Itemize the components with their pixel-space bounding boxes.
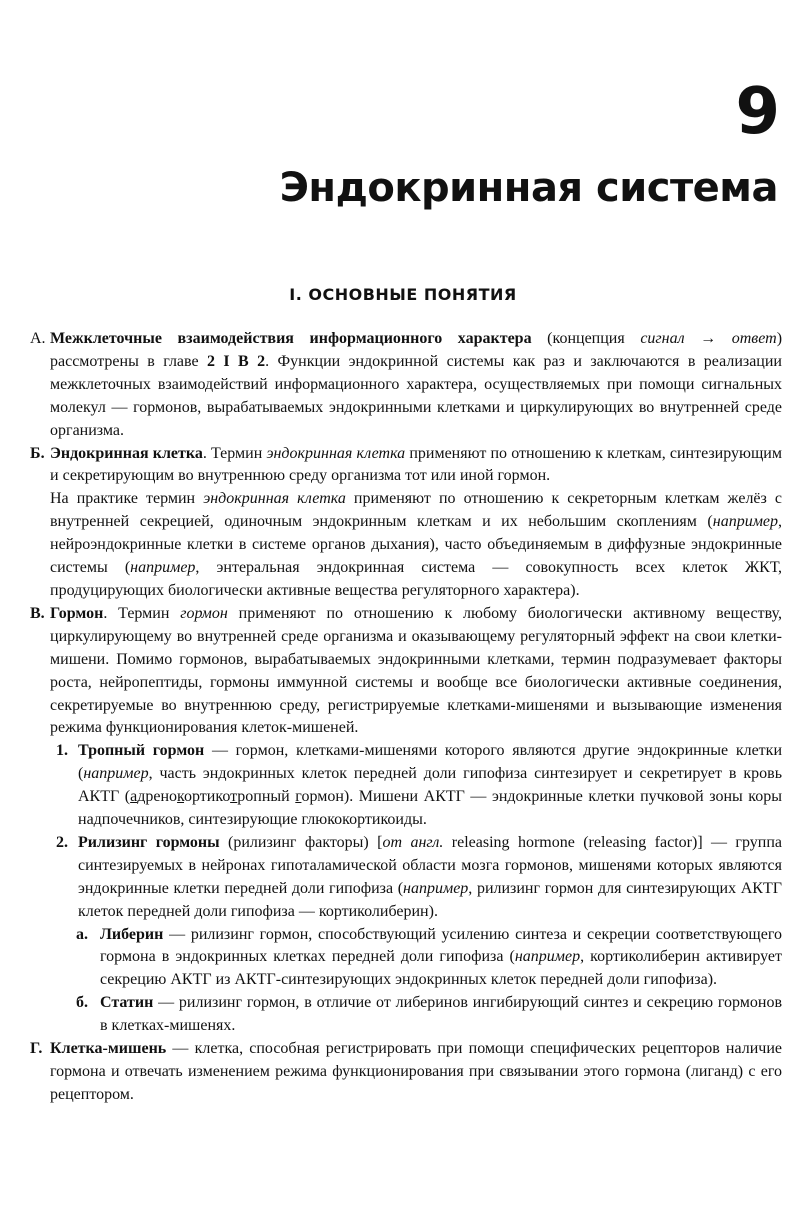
item-marker: А.: [30, 330, 46, 347]
text: , рилизинг гормон для синтезирующих АКТГ клеток передней доли гипофиза — кортиколиберин).: [78, 879, 782, 920]
item-v-2-a-text: [100, 924, 782, 993]
chapter-reference: 2 I В 2: [207, 352, 266, 370]
term: Либерин: [100, 925, 164, 943]
underlined-letter: г: [295, 788, 302, 806]
item-marker: а.: [76, 925, 88, 943]
italic-text: например: [403, 879, 469, 897]
text: применяют по отношению к любому биологически активному веществу, циркулирующему во внутренней среде организма и оказывающему регуляторный эффект на свои клетки-мишени. Помимо гормонов, вырабатываемых эндокринными клетками, термин подразумевает факторы роста, нейропептиды, гормоны иммунной системы и вообще все биологически активные соединения, секретируемые во внутреннюю среду, регистрируемые клетками-мишенями и вызывающие изменения режима функционирования клеток-мишеней.: [50, 604, 782, 737]
item-marker: Г.: [30, 1040, 43, 1058]
text: — клетка, способная регистрировать при помощи специфических рецепторов наличие гормона и отвечать изменением режима функционирования при связывании этого гормона (лиганд) с его рецептором.: [50, 1040, 782, 1103]
underlined-letter: т: [230, 788, 238, 806]
text: . Термин: [103, 604, 181, 622]
italic-text: например: [514, 948, 581, 966]
italic-text: гормон: [180, 604, 228, 622]
item-v: [30, 603, 782, 740]
item-a-text: [50, 328, 782, 443]
item-b-text: [50, 443, 782, 489]
text: применяют по отношению к клеткам, синтезирующим и секретирующим во внутреннюю среду организма тот или иной гормон.: [50, 444, 782, 485]
text: применяют по отношению к секреторным клеткам желёз с внутренней секрецией, одиночным эндокринным клеткам и их небольшим скоплениям (: [50, 490, 783, 531]
item-v-2-text: [78, 832, 782, 924]
text: ормон: [301, 788, 344, 806]
italic-text: эндокринная клетка: [266, 444, 406, 462]
underlined-letter: а: [130, 788, 138, 806]
item-v-2: [30, 832, 782, 924]
text: дрено: [137, 788, 178, 806]
document-body: [30, 328, 782, 1107]
text: . Функции эндокринной системы как раз и заключаются в реализации межклеточных взаимодействий информационного характера, осуществляемых при помощи сигнальных молекул — гормонов, вырабатываемых эндокринными клетками и циркулирующих во внутренней среде организма.: [50, 352, 782, 439]
item-v-2-b: [30, 992, 782, 1038]
italic-text: например: [712, 513, 778, 531]
item-marker: Б.: [30, 444, 45, 462]
term: Гормон: [50, 604, 104, 622]
item-g: [30, 1038, 782, 1107]
chapter-number: 9: [735, 75, 780, 149]
item-v-2-b-text: [100, 992, 782, 1038]
text: , кортиколиберин активирует секрецию АКТГ из АКТГ-синтезирующих эндокринных клеток передней доли гипофиза).: [100, 948, 783, 989]
item-marker: б.: [76, 994, 88, 1012]
chapter-title: Эндокринная система: [279, 165, 778, 211]
section-heading: I. ОСНОВНЫЕ ПОНЯТИЯ: [289, 285, 517, 304]
item-marker: В.: [30, 604, 45, 622]
text: ропный: [237, 788, 296, 806]
italic-text: например: [130, 559, 196, 577]
item-g-text: [50, 1038, 782, 1107]
text: ). Мишени АКТГ — эндокринные клетки пучковой зоны коры надпочечников, синтезирующие глюкокортикоиды.: [78, 788, 783, 829]
item-v-1: [30, 740, 782, 832]
item-v-2-a: [30, 924, 782, 993]
text: — гормон, клетками-мишенями которого являются другие эндокринные клетки (: [78, 742, 783, 783]
text: — рилизинг гормон, в отличие от либеринов ингибирующий синтез и секрецию гормонов в клетках-мишенях.: [100, 994, 782, 1035]
text: , часть эндокринных клеток передней доли гипофиза синтезирует и секретирует в кровь АКТГ (: [78, 765, 782, 806]
text: , нейроэндокринные клетки в системе органов дыхания), часто объединяемым в диффузные эндокринные системы (: [50, 513, 782, 577]
text: releasing hormone (releasing factor)] — группа синтезируемых в нейронах гипоталамической области мозга гормонов, мишенями которых являются эндокринные клетки передней доли гипофиза (: [78, 833, 783, 897]
text: (рилизинг факторы) [: [219, 833, 383, 851]
item-marker: 1.: [56, 742, 68, 760]
italic-text: например: [83, 765, 149, 783]
italic-text: эндокринная клетка: [203, 490, 346, 508]
text: ортико: [184, 788, 231, 806]
term: Тропный гормон: [78, 742, 205, 760]
text: (концепция: [531, 330, 641, 347]
italic-text: сигнал → ответ: [640, 330, 777, 347]
term: Эндокринная клетка: [50, 444, 203, 462]
term: Рилизинг гормоны: [78, 833, 220, 851]
item-b-paragraph-2: [50, 488, 782, 603]
underlined-letter: к: [177, 788, 185, 806]
text: , энтеральная эндокринная система — совокупность всех клеток ЖКТ, продуцирующих биологически активные вещества регуляторного характера).: [50, 559, 783, 599]
text: ) рассмотрены в главе: [50, 330, 783, 370]
text: . Термин: [202, 444, 267, 462]
item-a: [30, 328, 782, 443]
term: Клетка-мишень: [50, 1040, 167, 1058]
item-b: [30, 443, 782, 603]
term: Межклеточные взаимодействия информационного характера: [50, 330, 532, 347]
text: — рилизинг гормон, способствующий усилению синтеза и секреции соответствующего гормона в эндокринных клетках передней доли гипофиза (: [100, 925, 782, 966]
italic-text: от англ.: [382, 833, 444, 851]
item-v-text: [50, 603, 782, 740]
item-v-1-text: [78, 740, 782, 832]
text: На практике термин: [50, 490, 204, 508]
item-marker: 2.: [56, 833, 68, 851]
term: Статин: [100, 994, 154, 1012]
